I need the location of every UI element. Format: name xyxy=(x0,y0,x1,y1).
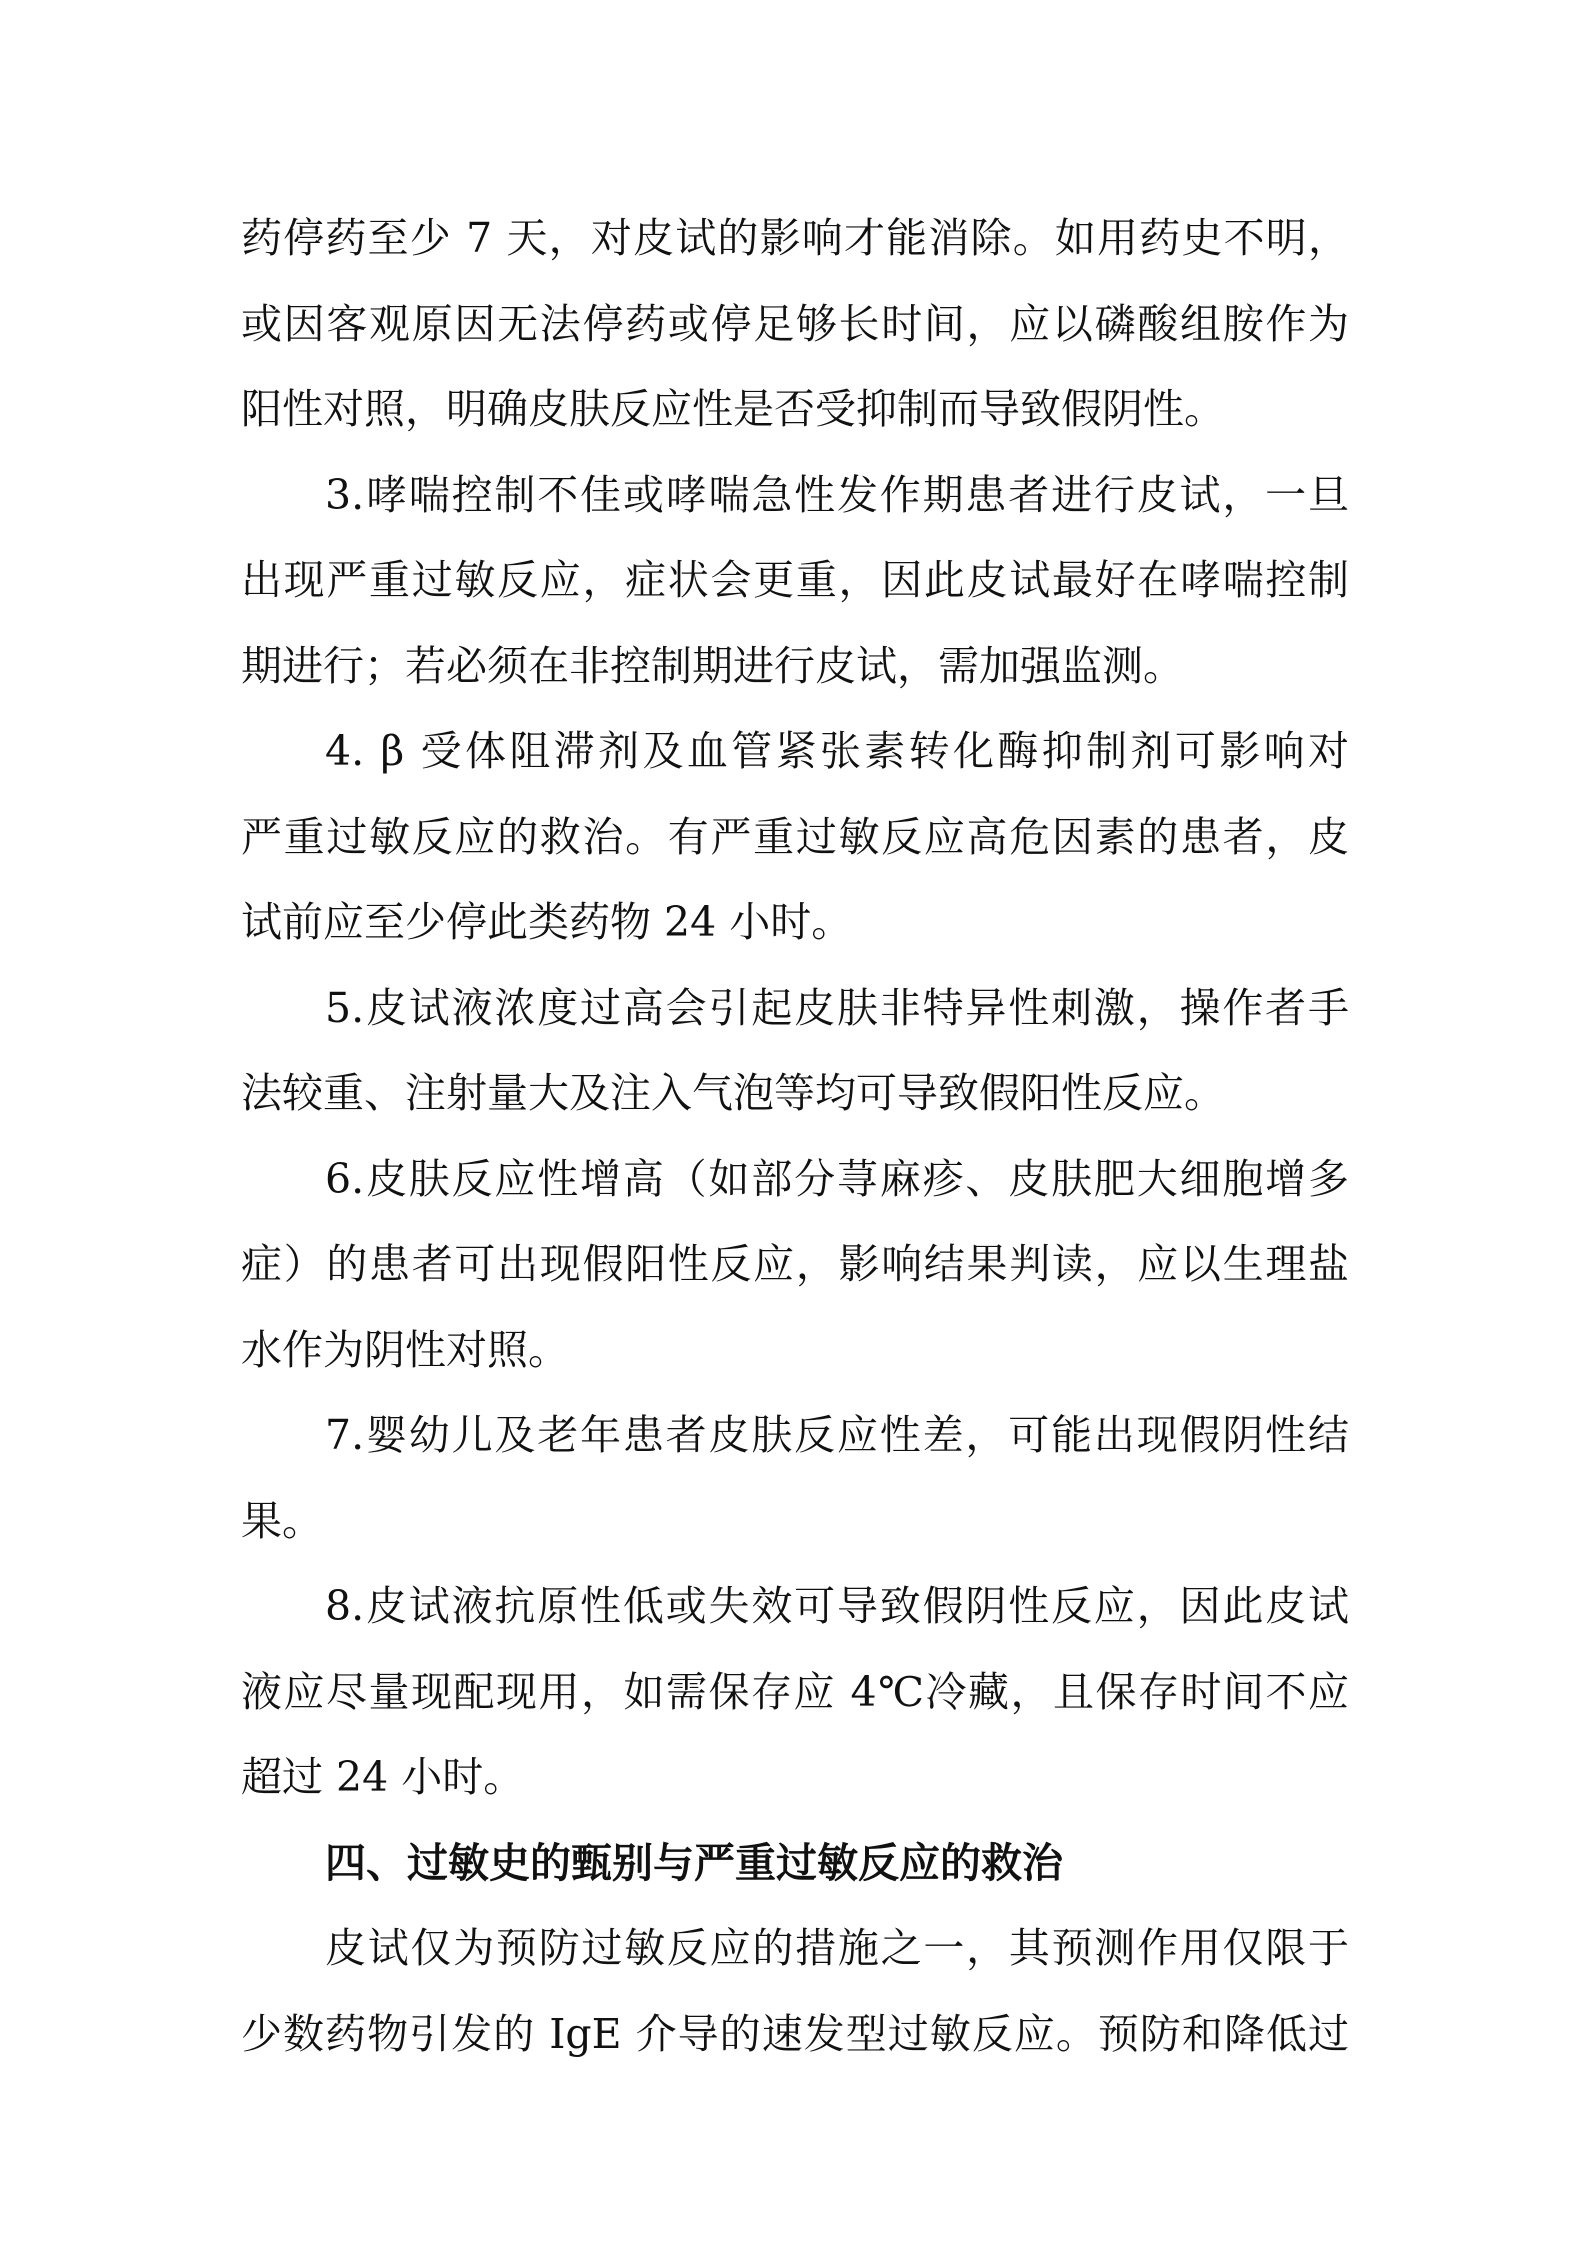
text-line: 试前应至少停此类药物 24 小时。 xyxy=(241,898,853,946)
item-6-line: 6.皮肤反应性增高（如部分荨麻疹、皮肤肥大细胞增多 xyxy=(325,1154,1349,1203)
item-8-line: 8.皮试液抗原性低或失效可导致假阴性反应，因此皮试 xyxy=(325,1582,1349,1630)
item-4-line: 4. β 受体阻滞剂及血管紧张素转化酶抑制剂可影响对 xyxy=(325,727,1349,775)
text-line: 超过 24 小时。 xyxy=(241,1753,525,1801)
text-line: 或因客观原因无法停药或停足够长时间，应以磷酸组胺作为 xyxy=(241,299,1349,348)
text-line: 症）的患者可出现假阳性反应，影响结果判读，应以生理盐 xyxy=(241,1240,1349,1288)
text-line: 严重过敏反应的救治。有严重过敏反应高危因素的患者，皮 xyxy=(241,812,1349,861)
item-5-line: 5.皮试液浓度过高会引起皮肤非特异性刺激，操作者手 xyxy=(325,983,1349,1032)
text-line: 水作为阴性对照。 xyxy=(241,1325,569,1374)
text-line: 液应尽量现配现用，如需保存应 4℃冷藏，且保存时间不应 xyxy=(241,1667,1349,1716)
item-3-line: 3.哮喘控制不佳或哮喘急性发作期患者进行皮试，一旦 xyxy=(325,470,1349,519)
item-7-line: 7.婴幼儿及老年患者皮肤反应性差，可能出现假阴性结 xyxy=(325,1411,1349,1459)
text-line: 法较重、注射量大及注入气泡等均可导致假阳性反应。 xyxy=(241,1069,1225,1117)
text-line: 期进行；若必须在非控制期进行皮试，需加强监测。 xyxy=(241,641,1184,690)
text-line: 果。 xyxy=(241,1496,323,1545)
body-text xyxy=(241,205,1349,2086)
text-line: 少数药物引发的 IgE 介导的速发型过敏反应。预防和降低过 xyxy=(241,2009,1349,2058)
section-heading: 四、过敏史的甄别与严重过敏反应的救治 xyxy=(325,1838,1063,1887)
text-line: 药停药至少 7 天，对皮试的影响才能消除。如用药史不明， xyxy=(241,214,1349,262)
text-line: 阳性对照，明确皮肤反应性是否受抑制而导致假阴性。 xyxy=(241,385,1225,433)
text-line: 出现严重过敏反应，症状会更重，因此皮试最好在哮喘控制 xyxy=(241,556,1349,604)
paragraph-line: 皮试仅为预防过敏反应的措施之一，其预测作用仅限于 xyxy=(325,1924,1349,1972)
